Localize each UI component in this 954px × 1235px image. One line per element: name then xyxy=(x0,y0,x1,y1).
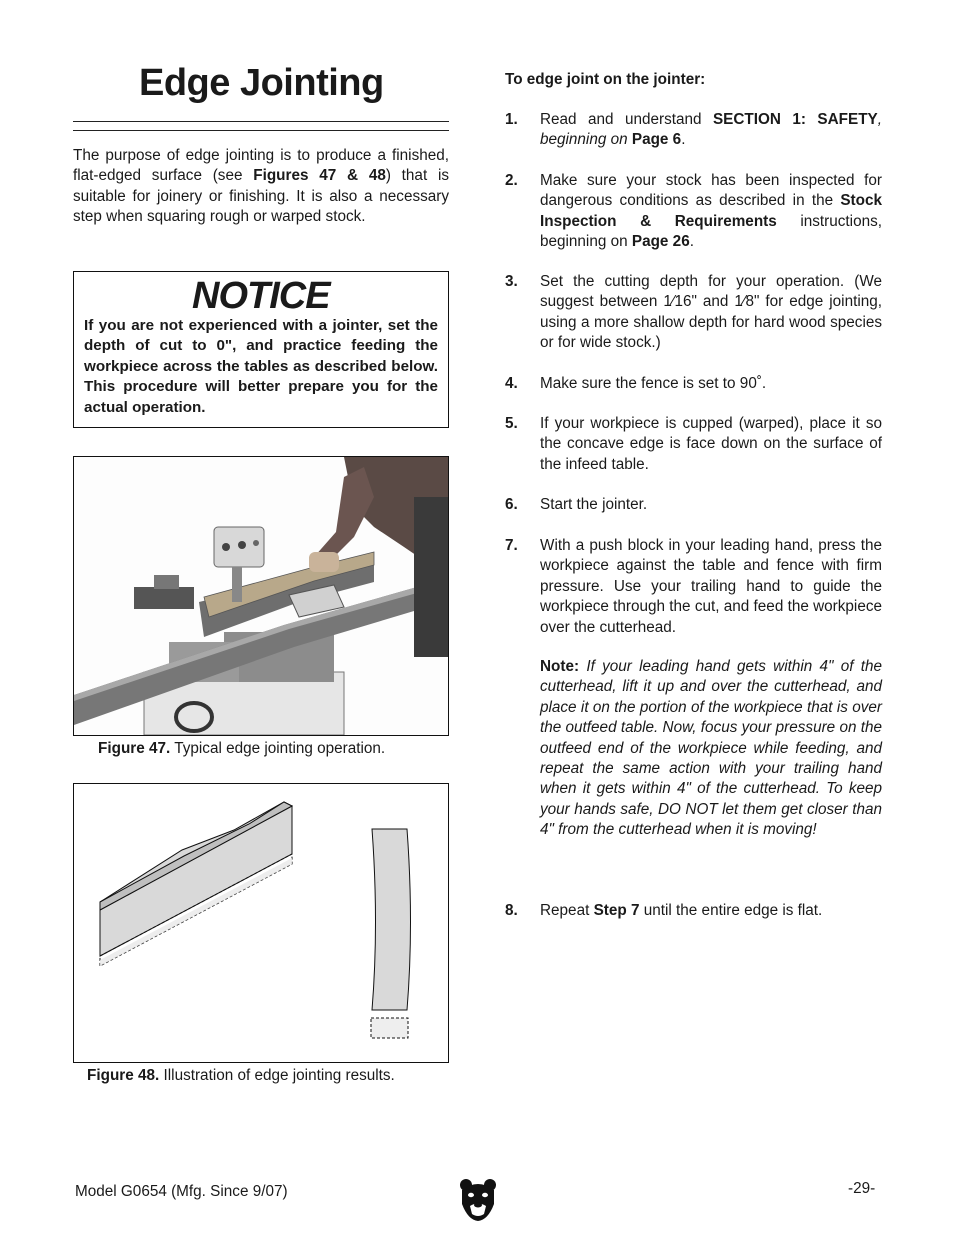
figure-47-photo xyxy=(73,456,449,736)
footer-page-number: -29- xyxy=(848,1180,876,1197)
footer-model: Model G0654 (Mfg. Since 9/07) xyxy=(75,1183,288,1200)
notice-box xyxy=(73,271,449,428)
figure-47-caption: Figure 47. Typical edge jointing operation. xyxy=(98,740,386,757)
title-rule-top xyxy=(73,121,449,122)
edge-jointing-diagram xyxy=(74,784,448,1062)
notice-title: NOTICE xyxy=(192,275,330,317)
page-title: Edge Jointing xyxy=(139,62,384,104)
figure-48-illustration xyxy=(73,783,449,1063)
notice-text: If you are not experienced with a jointer, set the depth of cut to 0", and practice feeding the workpiece across the tables as described below. This procedure will better prepare you for the actual operation. xyxy=(84,317,438,416)
title-rule-bottom xyxy=(73,130,449,131)
jointer-photo-illustration xyxy=(74,457,448,735)
step-7-note: Note: If your leading hand gets within 4" of the cutterhead, lift it up and over the cutterhead, and place it on the portion of the workpiece that is over the outfeed table. Now, focus your pressure on the outfeed end of the workpiece while feeding, and repeat the same action with your trailing hand when it gets within 4" of the cutterhead. To keep your hands safe, DO NOT let them get closer than 4" from the cutterhead when it is moving! xyxy=(540,658,882,839)
bear-head-logo-icon xyxy=(458,1178,498,1222)
intro-paragraph: The purpose of edge jointing is to produce a finished, flat-edged surface (see Figures 47 & 48) that is suitable for joinery or finishing. It is also a necessary step when squaring rough or warped stock. xyxy=(73,147,449,226)
figure-48-caption: Figure 48. Illustration of edge jointing results. xyxy=(87,1067,395,1084)
procedure-heading: To edge joint on the jointer: xyxy=(505,71,706,88)
